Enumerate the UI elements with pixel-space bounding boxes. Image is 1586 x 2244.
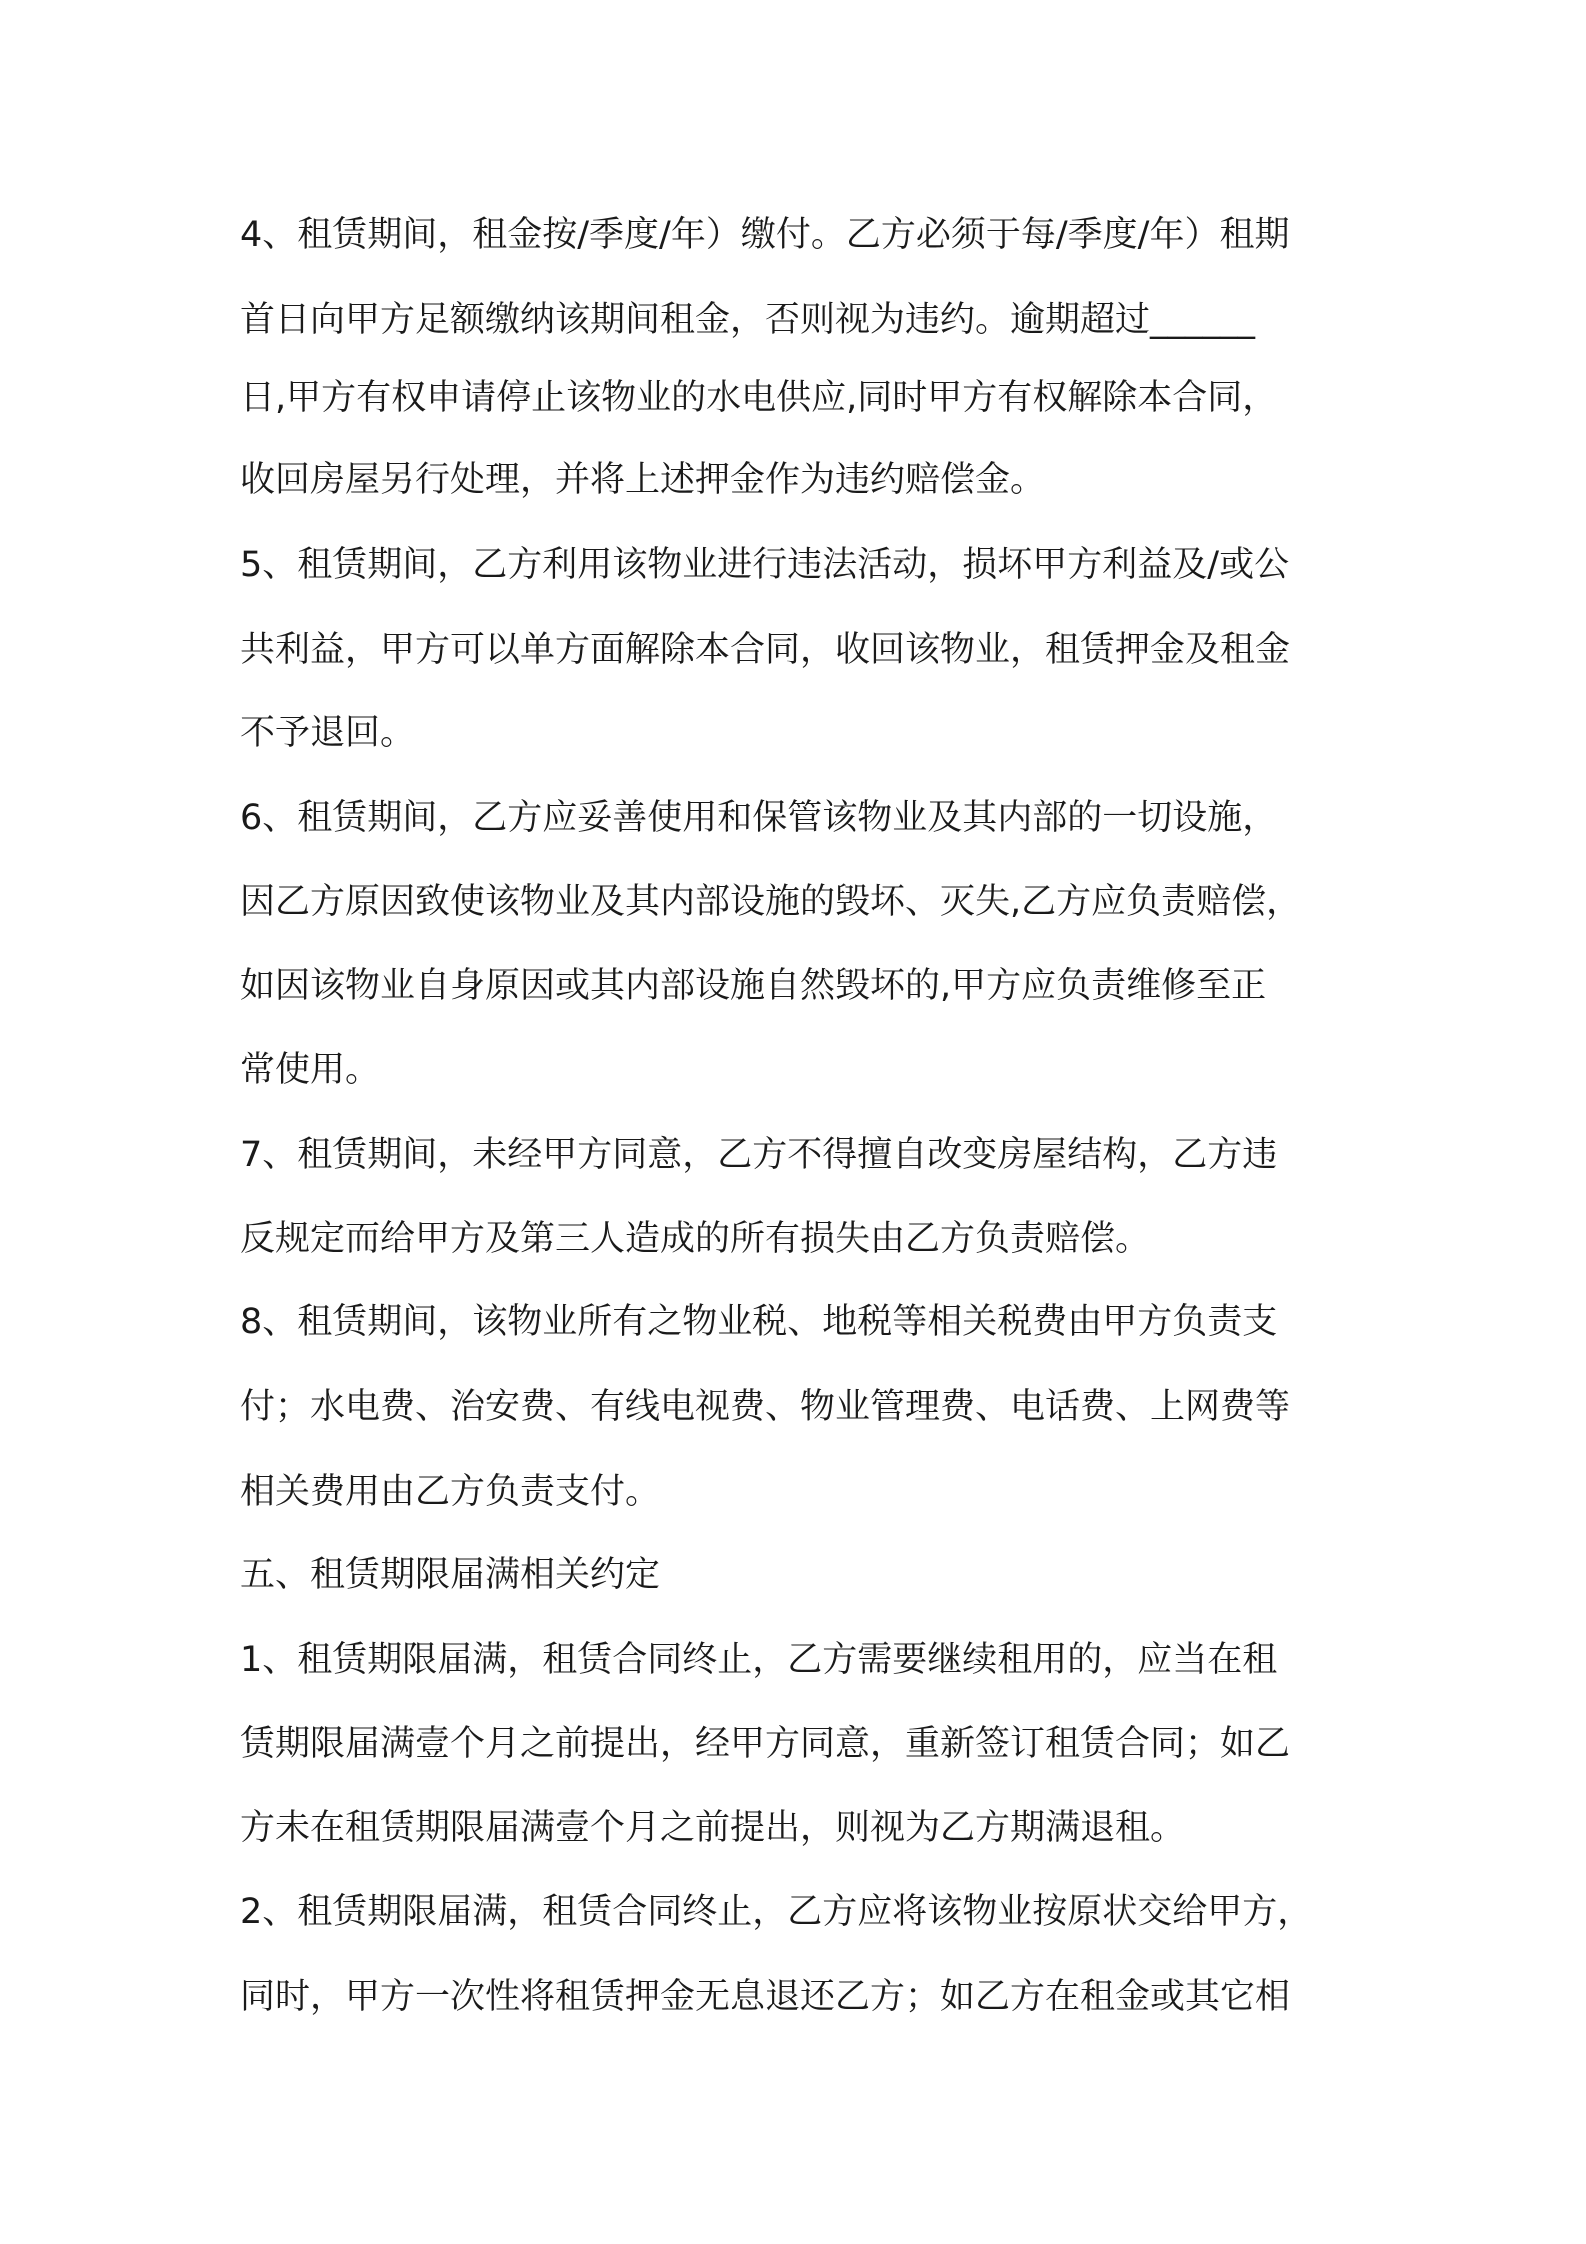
section-heading: 五、租赁期限届满相关约定 <box>240 1555 661 1595</box>
paragraph-4-line-3: 日,甲方有权申请停止该物业的水电供应,同时甲方有权解除本合同， <box>240 378 1278 418</box>
clause-1-line-3: 方未在租赁期限届满壹个月之前提出，则视为乙方期满退租。 <box>240 1808 1186 1848</box>
paragraph-8-line-3: 相关费用由乙方负责支付。 <box>240 1472 661 1512</box>
paragraph-4-line-2: 首日向甲方足额缴纳该期间租金，否则视为违约。逾期超过______ <box>240 300 1256 340</box>
paragraph-6-line-1: 6、租赁期间，乙方应妥善使用和保管该物业及其内部的一切设施， <box>240 798 1278 838</box>
clause-1-line-1: 1、租赁期限届满，租赁合同终止，乙方需要继续租用的，应当在租 <box>240 1640 1278 1680</box>
paragraph-8-line-2: 付；水电费、治安费、有线电视费、物业管理费、电话费、上网费等 <box>240 1387 1291 1427</box>
paragraph-6-line-4: 常使用。 <box>240 1050 381 1090</box>
clause-1-line-2: 赁期限届满壹个月之前提出，经甲方同意，重新签订租赁合同；如乙 <box>240 1724 1291 1764</box>
paragraph-8-line-1: 8、租赁期间，该物业所有之物业税、地税等相关税费由甲方负责支 <box>240 1302 1278 1342</box>
paragraph-4-line-1: 4、租赁期间，租金按/季度/年）缴付。乙方必须于每/季度/年）租期 <box>240 215 1290 255</box>
paragraph-7-line-2: 反规定而给甲方及第三人造成的所有损失由乙方负责赔偿。 <box>240 1219 1151 1259</box>
paragraph-6-line-2: 因乙方原因致使该物业及其内部设施的毁坏、灭失,乙方应负责赔偿， <box>240 882 1302 922</box>
paragraph-4-line-4: 收回房屋另行处理，并将上述押金作为违约赔偿金。 <box>240 460 1046 500</box>
paragraph-5-line-1: 5、租赁期间，乙方利用该物业进行违法活动，损坏甲方利益及/或公 <box>240 545 1290 585</box>
paragraph-5-line-3: 不予退回。 <box>240 713 416 753</box>
paragraph-6-line-3: 如因该物业自身原因或其内部设施自然毁坏的,甲方应负责维修至正 <box>240 966 1267 1006</box>
paragraph-7-line-1: 7、租赁期间，未经甲方同意，乙方不得擅自改变房屋结构，乙方违 <box>240 1135 1278 1175</box>
paragraph-5-line-2: 共利益，甲方可以单方面解除本合同，收回该物业，租赁押金及租金 <box>240 630 1291 670</box>
clause-2-line-1: 2、租赁期限届满，租赁合同终止，乙方应将该物业按原状交给甲方， <box>240 1892 1313 1932</box>
clause-2-line-2: 同时，甲方一次性将租赁押金无息退还乙方；如乙方在租金或其它相 <box>240 1977 1291 2017</box>
